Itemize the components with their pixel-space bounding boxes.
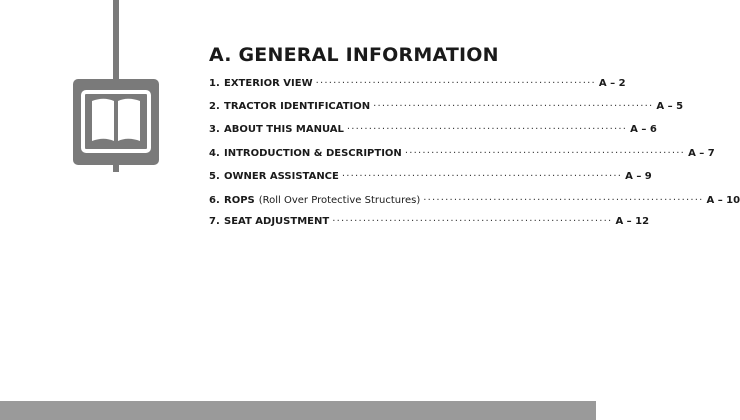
- toc-item-tractor-identification[interactable]: [209, 101, 684, 117]
- toc-leader-dots: ································································: [404, 148, 686, 159]
- toc-leader-dots: ································································: [423, 195, 704, 206]
- toc-item-page: A – 10: [706, 195, 740, 206]
- toc-item-exterior-view[interactable]: [209, 78, 626, 94]
- toc-leader-dots: ································································: [315, 78, 596, 89]
- toc-item-page: A – 2: [598, 78, 626, 89]
- toc-item-label-suffix: (Roll Over Protective Structures): [258, 195, 421, 206]
- toc-item-label: SEAT ADJUSTMENT: [224, 216, 330, 227]
- toc-item-number: 6.: [209, 195, 220, 206]
- open-book-icon: [73, 79, 159, 165]
- toc-item-page: A – 6: [630, 124, 657, 135]
- toc-leader-dots: ································································: [373, 101, 654, 112]
- toc-leader-dots: ································································: [332, 216, 613, 227]
- toc-item-label: EXTERIOR VIEW: [224, 78, 313, 89]
- section-title: A. GENERAL INFORMATION: [209, 44, 499, 66]
- toc-leader-dots: ································································: [346, 124, 628, 135]
- toc-item-owner-assistance[interactable]: [209, 171, 652, 187]
- toc-item-page: A – 9: [625, 171, 652, 182]
- toc-item-number: 3.: [209, 124, 220, 135]
- toc-item-page: A – 12: [615, 216, 650, 227]
- toc-item-number: 2.: [209, 101, 220, 112]
- toc-item-about-this-manual[interactable]: [209, 124, 657, 140]
- toc-item-introduction-description[interactable]: [209, 148, 715, 164]
- toc-item-page: A – 7: [688, 148, 715, 159]
- footer-bar: [0, 401, 596, 420]
- toc-item-seat-adjustment[interactable]: [209, 216, 650, 232]
- toc-item-number: 7.: [209, 216, 220, 227]
- toc-item-label: TRACTOR IDENTIFICATION: [224, 101, 371, 112]
- toc-item-page: A – 5: [656, 101, 684, 112]
- toc-leader-dots: ································································: [341, 171, 623, 182]
- toc-item-number: 4.: [209, 148, 220, 159]
- toc-item-label: OWNER ASSISTANCE: [224, 171, 339, 182]
- toc-item-label: ABOUT THIS MANUAL: [224, 124, 344, 135]
- toc-item-label: ROPS: [224, 195, 255, 206]
- toc-item-rops[interactable]: [209, 195, 740, 211]
- toc-item-label: INTRODUCTION & DESCRIPTION: [224, 148, 402, 159]
- toc-item-number: 1.: [209, 78, 220, 89]
- toc-item-number: 5.: [209, 171, 220, 182]
